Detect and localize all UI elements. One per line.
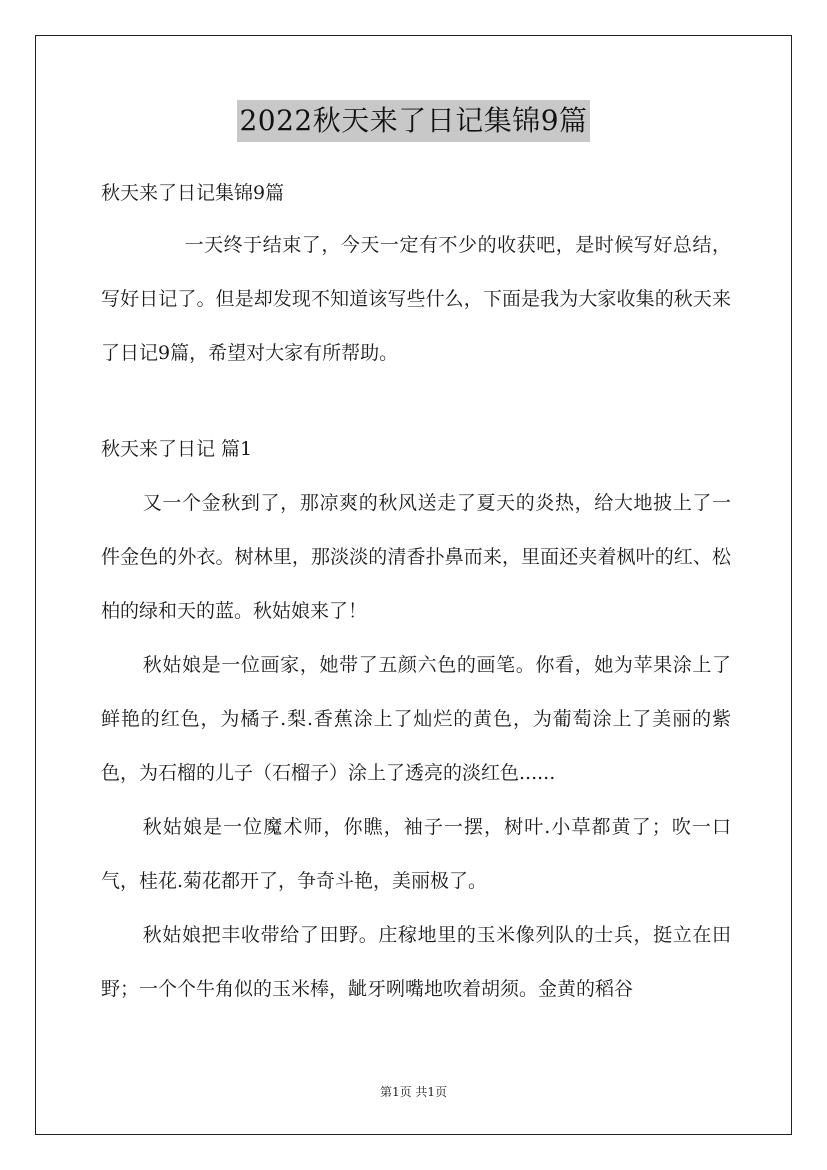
section-heading: 秋天来了日记 篇1 bbox=[101, 438, 253, 460]
body-paragraph: 秋姑娘是一位魔术师，你瞧，袖子一摆，树叶.小草都黄了；吹一口气，桂花.菊花都开了，争奇斗艳，美丽极了。 bbox=[101, 816, 731, 892]
body-paragraph: 秋姑娘是一位画家，她带了五颜六色的画笔。你看，她为苹果涂上了鲜艳的红色，为橘子.梨.香蕉涂上了灿烂的黄色，为葡萄涂上了美丽的紫色，为石榴的儿子（石榴子）涂上了透亮的淡红色...... bbox=[101, 654, 731, 784]
document-title: 2022秋天来了日记集锦9篇 bbox=[237, 100, 589, 142]
body-paragraph: 秋姑娘把丰收带给了田野。庄稼地里的玉米像列队的士兵，挺立在田野；一个个牛角似的玉米棒，龇牙咧嘴地吹着胡须。金黄的稻谷 bbox=[101, 924, 731, 1000]
body-paragraph: 又一个金秋到了，那凉爽的秋风送走了夏天的炎热，给大地披上了一件金色的外衣。树林里，那淡淡的清香扑鼻而来，里面还夹着枫叶的红、松柏的绿和天的蓝。秋姑娘来了！ bbox=[101, 492, 731, 622]
document-subtitle: 秋天来了日记集锦9篇 bbox=[101, 182, 285, 204]
page-footer: 第1页 共1页 bbox=[379, 1085, 448, 1099]
intro-paragraph: 一天终于结束了，今天一定有不少的收获吧，是时候写好总结，写好日记了。但是却发现不知道该写些什么，下面是我为大家收集的秋天来了日记9篇，希望对大家有所帮助。 bbox=[101, 234, 731, 364]
document-body bbox=[101, 172, 731, 1016]
title-container bbox=[0, 100, 827, 142]
